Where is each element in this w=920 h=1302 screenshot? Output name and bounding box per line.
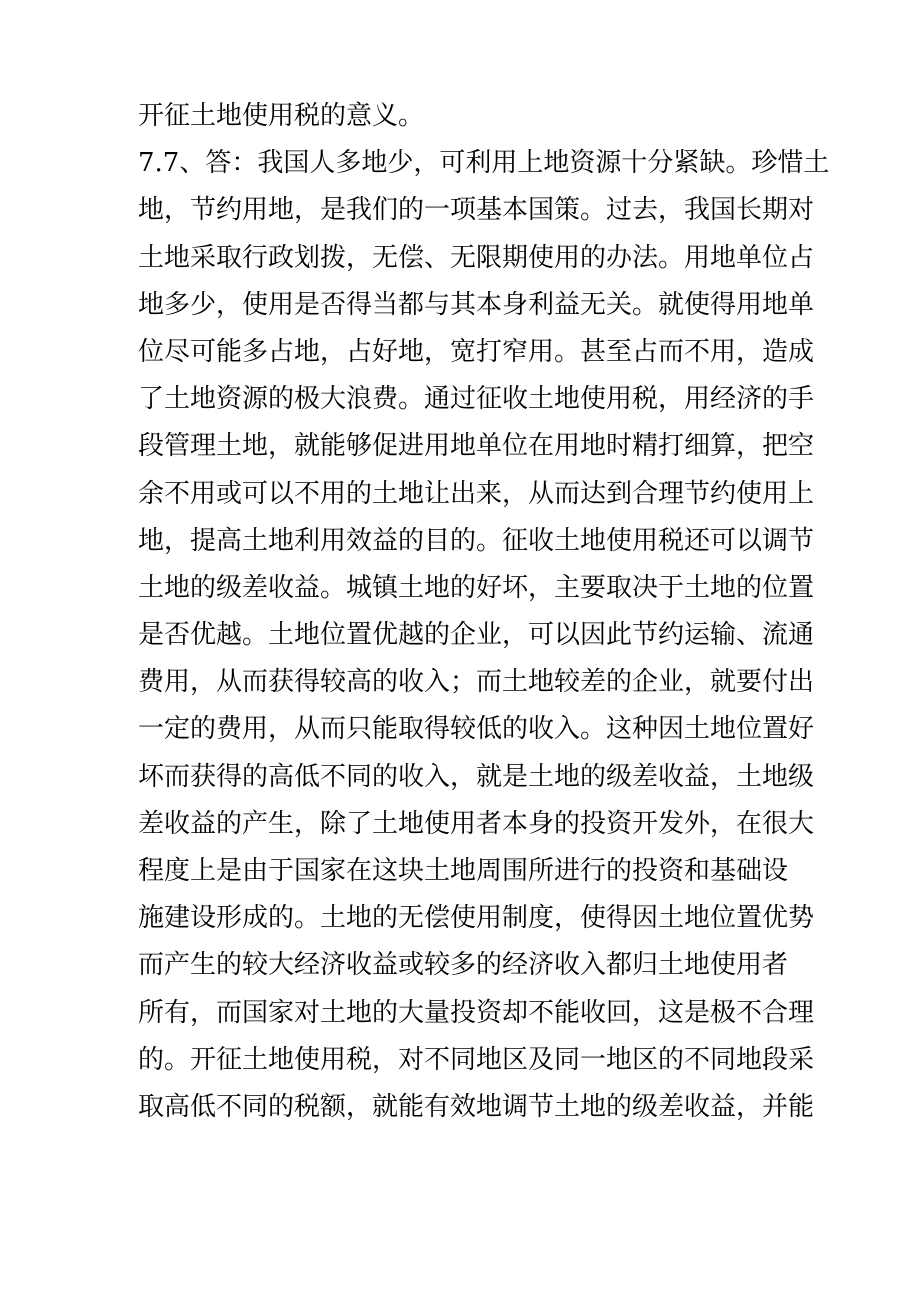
text-line: 位尽可能多占地，占好地，宽打窄用。甚至占而不用，造成 [138,336,815,367]
text-line: 开征土地使用税的意义。 [138,101,425,131]
text-line: 差收益的产生，除了土地使用者本身的投资开发外，在很大 [138,808,815,839]
text-line: 的。开征土地使用税，对不同地区及同一地区的不同地段采 [138,1044,815,1075]
text-line: 费用，从而获得较高的收入；而土地较差的企业，就要付出 [138,667,815,698]
text-line: 7.7、答：我国人多地少，可利用上地资源十分紧缺。珍惜土 [138,148,830,179]
text-line: 地，提高土地利用效益的目的。征收土地使用税还可以调节 [138,525,815,556]
text-line: 土地采取行政划拨，无偿、无限期使用的办法。用地单位占 [138,242,815,273]
text-line: 坏而获得的高低不同的收入，就是土地的级差收益，土地级 [138,761,815,792]
text-line: 了土地资源的极大浪费。通过征收土地使用税，用经济的手 [138,384,815,415]
body-text [138,93,830,1131]
text-line: 施建设形成的。土地的无偿使用制度，使得因土地位置优势 [138,903,815,934]
text-line: 而产生的较大经济收益或较多的经济收入都归土地使用者 [138,950,789,981]
text-line: 余不用或可以不用的土地让出来，从而达到合理节约使用上 [138,478,815,509]
text-line: 土地的级差收益。城镇土地的好坏，主要取决于土地的位置 [138,572,815,603]
text-line: 程度上是由于国家在这块土地周围所进行的投资和基础设 [138,856,789,886]
text-line: 地，节约用地，是我们的一项基本国策。过去，我国长期对 [138,195,815,226]
text-line: 段管理土地，就能够促进用地单位在用地时精打细算，把空 [138,431,815,462]
text-line: 地多少，使用是否得当都与其本身利益无关。就使得用地单 [138,289,815,320]
text-line: 所有，而国家对土地的大量投资却不能收回，这是极不合理 [138,997,815,1028]
text-line: 取高低不同的税额，就能有效地调节土地的级差收益，并能 [138,1091,815,1122]
text-line: 是否优越。土地位置优越的企业，可以因此节约运输、流通 [138,620,815,651]
text-line: 一定的费用，从而只能取得较低的收入。这种因土地位置好 [138,714,815,745]
